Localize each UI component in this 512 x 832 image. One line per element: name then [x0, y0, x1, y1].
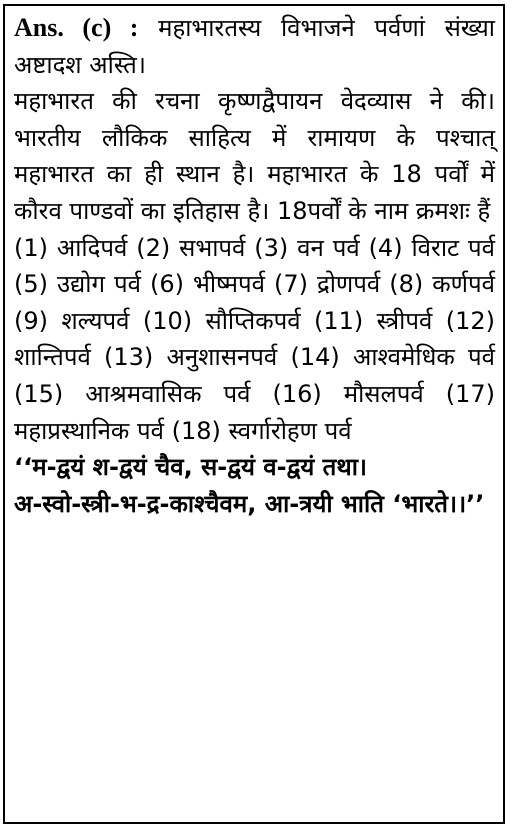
answer-label: Ans. (c) : [14, 13, 139, 42]
answer-text: महाभारतस्य विभाजने पर्वणां संख्या अष्टादश अस्ति। [14, 14, 495, 79]
parvas-list: (1) आदिपर्व (2) सभापर्व (3) वन पर्व (4) विराट पर्व (5) उद्योग पर्व (6) भीष्मपर्व (7) द्रोणपर्व (8) कर्णपर्व (9) शल्यपर्व (10) सौप्तिकपर्व (11) स्त्रीपर्व (12) शान्तिपर्व (13) अनुशासनपर्व (14) आश्वमेधिक पर्व (15) आश्रमवासिक पर्व (16) मौसलपर्व (17) महाप्रस्थानिक पर्व (18) स्वर्गारोहण पर्व [14, 233, 495, 445]
answer-line [14, 10, 495, 83]
answer-card [3, 4, 505, 824]
shloka-line-1: ‘‘म-द्वयं श-द्वयं चैव, स-द्वयं व-द्वयं तथा। [14, 453, 368, 482]
explanation-paragraph: महाभारत की रचना कृष्णद्वैपायन वेदव्यास ने की। भारतीय लौकिक साहित्य में रामायण के पश्चात् महाभारत का ही स्थान है। महाभारत के 18 पर्वों में कौरव पाण्डवों का इतिहास है। 18पर्वों के नाम क्रमशः हैं [14, 87, 495, 225]
shloka-line-2: अ-स्वो-स्त्री-भ-द्र-काश्चैवम, आ-त्रयी भाति ‘भारते।।’’ [14, 489, 485, 518]
